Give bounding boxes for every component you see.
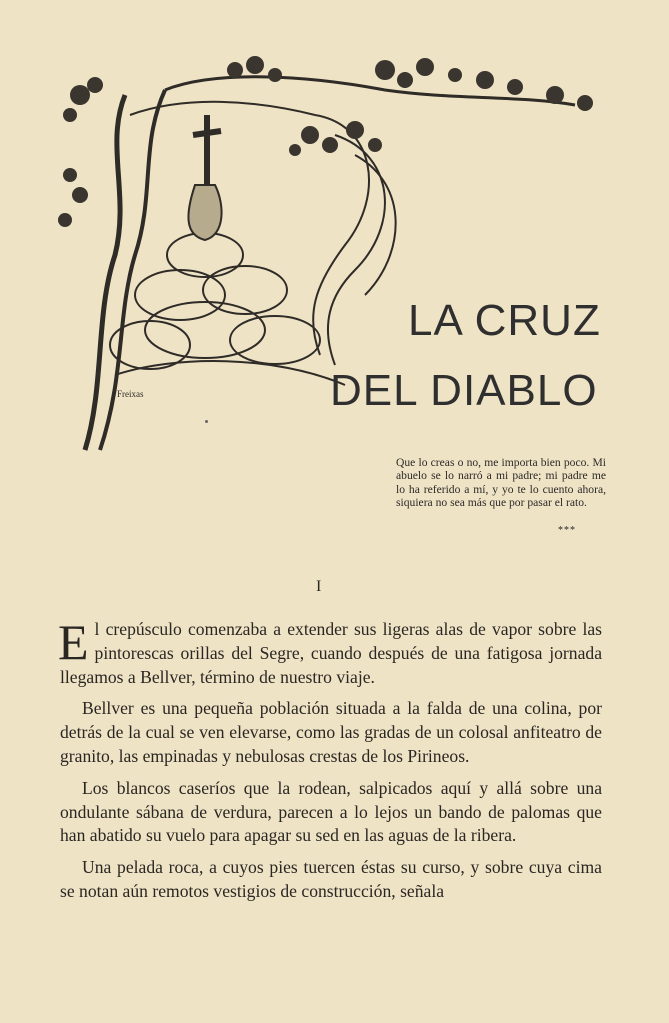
epigraph: Que lo creas o no, me importa bien poco. Mi abuelo se lo narró a mi padre; mi padre me lo ha referido a mí, y yo te lo cuento ahora, siquiera no sea más que por pasar el rato. — [396, 456, 606, 510]
ink-speck — [205, 420, 208, 423]
paragraph: Los blancos caseríos que la rodean, salpicados aquí y allá sobre una ondulante sábana de verdura, parecen a lo lejos un bando de palomas que han abatido su vuelo para apagar su sed en las aguas de la ribera. — [60, 777, 602, 846]
paragraph: Una pelada roca, a cuyos pies tuercen éstas su curso, y sobre cuya cima se notan aún remotos vestigios de construcción, señala — [60, 857, 602, 901]
paragraph-text: l crepúsculo comenzaba a extender sus ligeras alas de vapor sobre las pintorescas orillas del Segre, cuando después de una fatigosa jornada llegamos a Bellver, término de nuestro viaje. — [60, 619, 602, 687]
title-line-1: LA CRUZ — [408, 296, 601, 345]
body-text — [58, 614, 602, 912]
chapter-number: I — [316, 578, 322, 595]
paragraph: Bellver es una pequeña población situada a la falda de una colina, por detrás de la cual se ven elevarse, como las gradas de un colosal anfiteatro de granito, las empinadas y nebulosas crestas de los Pirineos. — [60, 698, 602, 766]
title-line-2: DEL DIABLO — [330, 366, 598, 415]
illustrator-signature: Freixas — [117, 389, 144, 399]
drop-cap: E — [58, 614, 89, 670]
paragraph — [58, 614, 602, 689]
epigraph-ornament: *** — [558, 525, 576, 536]
